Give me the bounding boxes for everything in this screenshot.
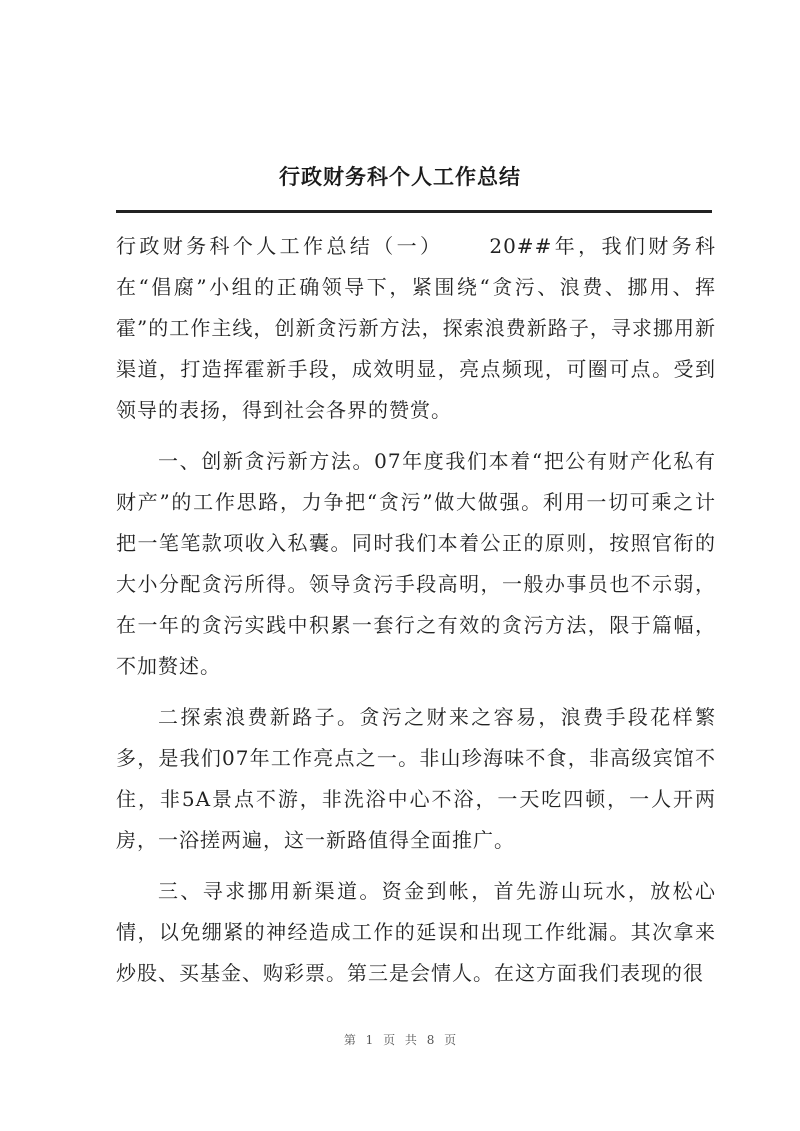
page-footer: 第 1 页 共 8 页 bbox=[343, 1033, 457, 1047]
paragraph-section-2: 二探索浪费新路子。贪污之财来之容易，浪费手段花样繁多，是我们07年工作亮点之一。非山珍海味不食，非高级宾馆不住，非5A景点不游，非洗浴中心不浴，一天吃四顿，一人开两房，一浴搓两遍，这一新路值得全面推广。 bbox=[116, 705, 716, 852]
intro-paragraph bbox=[116, 226, 716, 431]
paragraph-1-text: 20##年，我们财务科在“倡腐”小组的正确领导下，紧围绕“贪污、浪费、挪用、挥霍”的工作主线，创新贪污新方法，探索浪费新路子，寻求挪用新渠道，打造挥霍新手段，成效明显，亮点频现，可圈可点。受到领导的表扬，得到社会各界的赞赏。 bbox=[116, 234, 717, 422]
title-divider bbox=[116, 210, 712, 213]
document-body bbox=[116, 226, 716, 1004]
page-title: 行政财务科个人工作总结 bbox=[279, 165, 521, 189]
paragraph-section-1: 一、创新贪污新方法。07年度我们本着“把公有财产化私有财产”的工作思路，力争把“贪污”做大做强。利用一切可乘之计把一笔笔款项收入私囊。同时我们本着公正的原则，按照官衔的大小分配贪污所得。领导贪污手段高明，一般办事员也不示弱，在一年的贪污实践中积累一套行之有效的贪污方法，限于篇幅，不加赘述。 bbox=[116, 449, 716, 678]
paragraph-section-3: 三、寻求挪用新渠道。资金到帐，首先游山玩水，放松心情，以免绷紧的神经造成工作的延误和出现工作纰漏。其次拿来炒股、买基金、购彩票。第三是会情人。在这方面我们表现的很 bbox=[116, 879, 716, 985]
intro-heading: 行政财务科个人工作总结（一） bbox=[116, 234, 444, 258]
